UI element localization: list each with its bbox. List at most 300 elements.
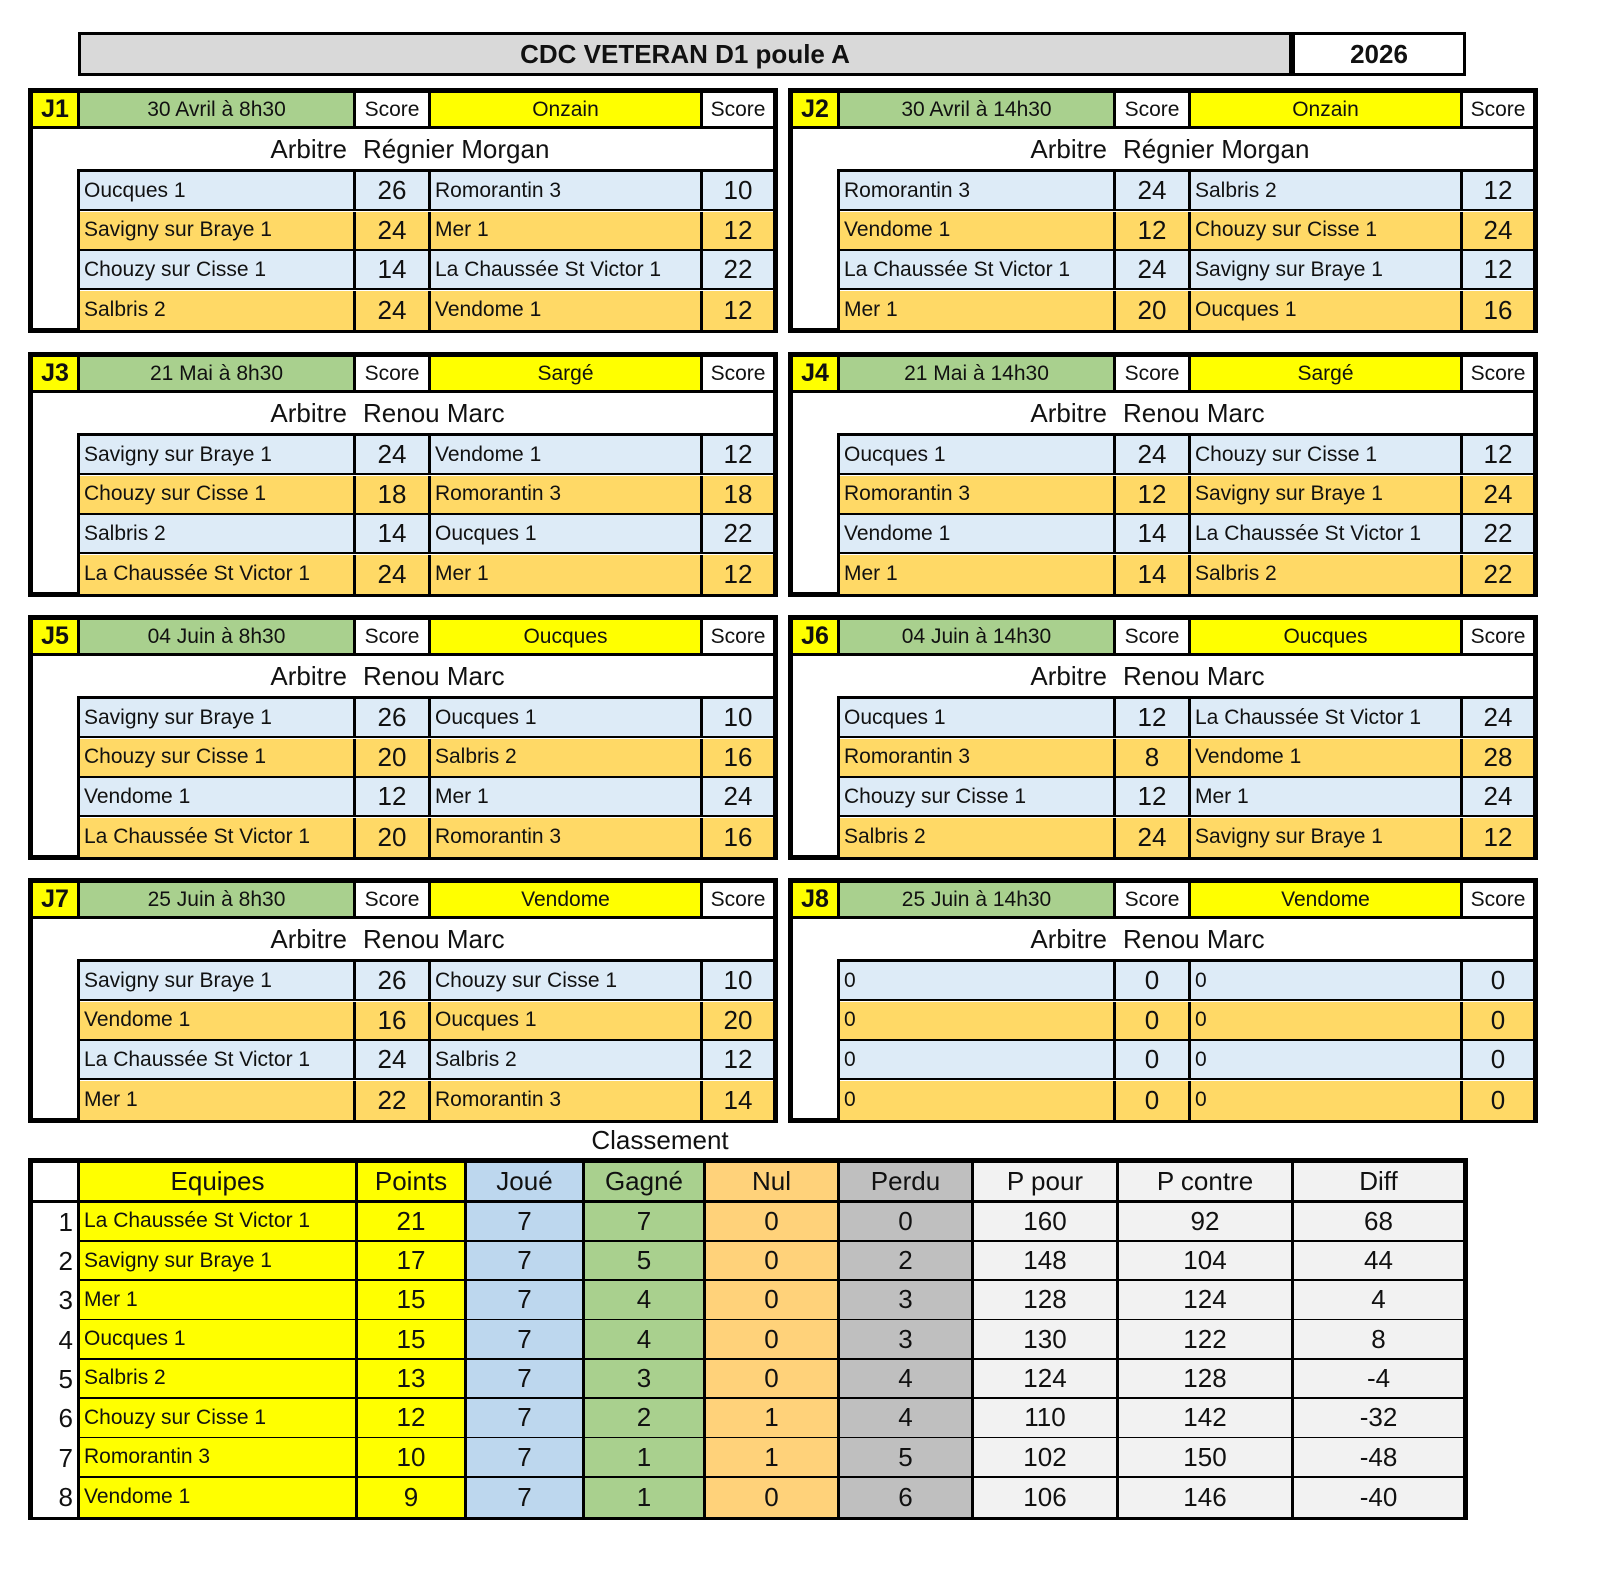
away-team: 0 [1191,1041,1463,1078]
home-team: Salbris 2 [80,291,356,330]
day-panel-j5 [28,615,778,860]
arbitre-line [33,129,773,169]
away-team: Romorantin 3 [431,818,703,857]
column-header: Equipes [80,1163,358,1203]
standings-joue: 7 [467,1320,585,1360]
away-team: Salbris 2 [1191,555,1463,594]
standings-gagne: 5 [585,1242,706,1282]
standings-diff: -40 [1294,1478,1463,1518]
day-venue: Vendome [431,883,703,919]
away-score: 24 [1483,702,1513,732]
standings-row [33,1399,1463,1439]
home-score: 26 [356,699,431,736]
standings-gagne: 2 [585,1399,706,1439]
arbitre-name: Régnier Morgan [1123,133,1310,164]
rank-header [33,1163,80,1203]
standings-joue: 7 [467,1438,585,1478]
home-score: 0 [1116,1041,1191,1078]
standings-pcontre: 150 [1119,1438,1294,1478]
arbitre-line [33,656,773,696]
away-team: Romorantin 3 [431,172,703,209]
day-label: J7 [33,883,80,919]
match-list [77,169,773,328]
rank: 6 [33,1399,80,1439]
match-row [80,962,773,1001]
standings-gagne: 4 [585,1320,706,1360]
column-header: P contre [1119,1163,1294,1203]
column-header: P pour [974,1163,1119,1203]
home-team: 0 [840,1002,1116,1039]
away-team: Vendome 1 [1191,739,1463,776]
score-header: Score [1116,620,1191,656]
match-row [840,436,1533,475]
day-date: 21 Mai à 14h30 [840,357,1116,393]
day-venue: Onzain [431,93,703,129]
score-header: Score [356,357,431,393]
match-row [80,1002,773,1041]
away-team: Savigny sur Braye 1 [1191,818,1463,857]
standings-joue: 7 [467,1399,585,1439]
home-team: Savigny sur Braye 1 [80,962,356,999]
arbitre-line [33,393,773,433]
day-label: J6 [793,620,840,656]
standings-team: Mer 1 [80,1281,358,1321]
away-score: 22 [1483,558,1513,589]
home-team: Vendome 1 [80,778,356,815]
standings-pcontre: 92 [1119,1203,1294,1243]
home-team: La Chaussée St Victor 1 [80,818,356,857]
away-team: La Chaussée St Victor 1 [1191,699,1463,736]
standings-perdu: 0 [840,1203,974,1243]
standings-points: 9 [358,1478,467,1518]
match-row [840,1081,1533,1120]
match-list [837,169,1533,328]
away-score: 22 [723,254,753,284]
standings-perdu: 5 [840,1438,974,1478]
away-team: Savigny sur Braye 1 [1191,476,1463,513]
day-label: J4 [793,357,840,393]
home-team: Vendome 1 [840,212,1116,249]
standings-team: Romorantin 3 [80,1438,358,1478]
match-row [80,739,773,778]
day-label: J5 [33,620,80,656]
standings-ppour: 130 [974,1320,1119,1360]
home-team: Savigny sur Braye 1 [80,436,356,473]
match-row [80,251,773,290]
match-list [77,959,773,1118]
day-date: 25 Juin à 14h30 [840,883,1116,919]
score-header: Score [1116,357,1191,393]
standings-diff: 44 [1294,1242,1463,1282]
standings-joue: 7 [467,1360,585,1400]
away-team: 0 [1191,1081,1463,1120]
standings-pcontre: 104 [1119,1242,1294,1282]
away-score: 0 [1490,965,1506,995]
arbitre-line [793,656,1533,696]
standings-diff: 68 [1294,1203,1463,1243]
home-team: 0 [840,962,1116,999]
away-team: Oucques 1 [431,699,703,736]
arbitre-name: Renou Marc [1123,397,1265,428]
match-row [80,515,773,554]
match-row [80,555,773,594]
standings-perdu: 3 [840,1320,974,1360]
column-header: Nul [706,1163,840,1203]
match-row [80,699,773,738]
away-team: Romorantin 3 [431,476,703,513]
standings-nul: 1 [706,1399,840,1439]
score-header: Score [356,620,431,656]
match-row [840,818,1533,857]
standings-perdu: 3 [840,1281,974,1321]
home-score: 20 [356,739,431,776]
away-score: 12 [723,558,753,589]
match-row [840,1002,1533,1041]
day-label: J2 [793,93,840,129]
day-panel-j7 [28,878,778,1123]
rank: 5 [33,1360,80,1400]
standings-gagne: 3 [585,1360,706,1400]
standings-pcontre: 142 [1119,1399,1294,1439]
standings-diff: -4 [1294,1360,1463,1400]
home-score: 14 [1116,555,1191,594]
day-venue: Vendome [1191,883,1463,919]
away-score: 12 [1483,175,1513,205]
standings-perdu: 2 [840,1242,974,1282]
match-row [840,555,1533,594]
rank: 4 [33,1320,80,1360]
standings-points: 12 [358,1399,467,1439]
arbitre-label: Arbitre [1030,660,1107,691]
standings-row [33,1438,1463,1478]
arbitre-label: Arbitre [270,133,347,164]
column-header: Diff [1294,1163,1463,1203]
home-score: 14 [1116,515,1191,552]
home-team: Salbris 2 [840,818,1116,857]
standings-ppour: 148 [974,1242,1119,1282]
standings-team: Vendome 1 [80,1478,358,1518]
away-score: 10 [723,702,753,732]
standings-team: La Chaussée St Victor 1 [80,1203,358,1243]
home-score: 24 [356,291,431,330]
day-date: 21 Mai à 8h30 [80,357,356,393]
standings-row [33,1281,1463,1321]
day-date: 30 Avril à 8h30 [80,93,356,129]
arbitre-name: Renou Marc [363,660,505,691]
away-team: Chouzy sur Cisse 1 [1191,436,1463,473]
score-header: Score [1463,620,1533,656]
arbitre-line [793,919,1533,959]
home-score: 24 [1116,172,1191,209]
match-row [840,515,1533,554]
away-team: Romorantin 3 [431,1081,703,1120]
arbitre-label: Arbitre [1030,133,1107,164]
home-score: 24 [356,212,431,249]
away-score: 24 [723,781,753,811]
home-team: Salbris 2 [80,515,356,552]
standings-row [33,1478,1463,1518]
away-score: 16 [1483,294,1513,325]
away-score: 12 [1483,439,1513,469]
home-team: Chouzy sur Cisse 1 [80,739,356,776]
arbitre-label: Arbitre [270,923,347,954]
home-score: 8 [1116,739,1191,776]
rank: 8 [33,1478,80,1518]
score-header: Score [1463,883,1533,919]
standings-perdu: 4 [840,1399,974,1439]
home-score: 14 [356,251,431,288]
home-team: Oucques 1 [840,699,1116,736]
standings-gagne: 1 [585,1478,706,1518]
away-team: Salbris 2 [1191,172,1463,209]
home-score: 12 [1116,476,1191,513]
away-team: Mer 1 [431,212,703,249]
home-team: Oucques 1 [840,436,1116,473]
standings-points: 17 [358,1242,467,1282]
home-team: Mer 1 [840,555,1116,594]
score-header: Score [703,357,773,393]
home-score: 20 [356,818,431,857]
standings-nul: 0 [706,1360,840,1400]
away-score: 24 [1483,478,1513,509]
home-team: Oucques 1 [80,172,356,209]
arbitre-line [793,129,1533,169]
home-score: 0 [1116,1002,1191,1039]
standings-ppour: 102 [974,1438,1119,1478]
classement-title: Classement [591,1125,729,1155]
match-row [840,1041,1533,1080]
standings-team: Salbris 2 [80,1360,358,1400]
day-date: 04 Juin à 14h30 [840,620,1116,656]
day-panel-j1 [28,88,778,333]
day-date: 25 Juin à 8h30 [80,883,356,919]
home-score: 14 [356,515,431,552]
standings-nul: 0 [706,1320,840,1360]
away-score: 12 [1483,821,1513,852]
day-venue: Oucques [431,620,703,656]
away-score: 0 [1490,1044,1506,1074]
home-score: 26 [356,172,431,209]
home-team: Vendome 1 [840,515,1116,552]
standings-perdu: 6 [840,1478,974,1518]
standings-pcontre: 124 [1119,1281,1294,1321]
column-header: Gagné [585,1163,706,1203]
away-score: 12 [723,439,753,469]
arbitre-line [793,393,1533,433]
year-box: 2026 [1292,32,1466,76]
standings-ppour: 124 [974,1360,1119,1400]
standings-team: Oucques 1 [80,1320,358,1360]
page-title: CDC VETERAN D1 poule A [78,32,1292,76]
arbitre-line [33,919,773,959]
away-team: Savigny sur Braye 1 [1191,251,1463,288]
home-team: Chouzy sur Cisse 1 [80,251,356,288]
score-header: Score [703,883,773,919]
away-score: 22 [723,518,753,548]
home-score: 12 [356,778,431,815]
standings-points: 15 [358,1281,467,1321]
arbitre-label: Arbitre [270,397,347,428]
standings-pcontre: 122 [1119,1320,1294,1360]
arbitre-label: Arbitre [1030,923,1107,954]
day-venue: Sargé [1191,357,1463,393]
arbitre-name: Renou Marc [1123,660,1265,691]
day-panel-j2 [788,88,1538,333]
standings-team: Chouzy sur Cisse 1 [80,1399,358,1439]
home-score: 12 [1116,212,1191,249]
away-score: 20 [723,1004,753,1035]
away-team: Salbris 2 [431,739,703,776]
standings-points: 21 [358,1203,467,1243]
match-row [80,172,773,211]
away-score: 16 [723,741,753,772]
column-header: Points [358,1163,467,1203]
away-team: 0 [1191,962,1463,999]
rank: 1 [33,1203,80,1243]
day-panel-j8 [788,878,1538,1123]
match-row [840,739,1533,778]
home-team: La Chaussée St Victor 1 [840,251,1116,288]
home-score: 24 [1116,818,1191,857]
home-score: 24 [356,555,431,594]
day-label: J8 [793,883,840,919]
day-date: 30 Avril à 14h30 [840,93,1116,129]
home-team: Romorantin 3 [840,739,1116,776]
match-row [840,251,1533,290]
home-team: Mer 1 [80,1081,356,1120]
standings-diff: -48 [1294,1438,1463,1478]
match-row [80,291,773,330]
home-score: 0 [1116,1081,1191,1120]
match-row [840,291,1533,330]
score-header: Score [1116,883,1191,919]
away-score: 0 [1490,1084,1506,1115]
score-header: Score [1463,357,1533,393]
away-team: Oucques 1 [431,515,703,552]
score-header: Score [703,93,773,129]
day-venue: Oucques [1191,620,1463,656]
arbitre-label: Arbitre [1030,397,1107,428]
away-team: Vendome 1 [431,436,703,473]
away-team: La Chaussée St Victor 1 [431,251,703,288]
match-row [80,212,773,251]
arbitre-name: Renou Marc [363,923,505,954]
away-score: 28 [1483,741,1513,772]
away-score: 10 [723,175,753,205]
day-label: J1 [33,93,80,129]
home-score: 26 [356,962,431,999]
away-score: 0 [1490,1004,1506,1035]
standings-table [28,1158,1468,1520]
home-team: Chouzy sur Cisse 1 [80,476,356,513]
away-score: 12 [1483,254,1513,284]
day-panel-j4 [788,352,1538,597]
away-score: 22 [1483,518,1513,548]
away-team: Oucques 1 [1191,291,1463,330]
column-header: Joué [467,1163,585,1203]
home-score: 0 [1116,962,1191,999]
standings-joue: 7 [467,1203,585,1243]
arbitre-name: Régnier Morgan [363,133,550,164]
standings-joue: 7 [467,1281,585,1321]
standings-diff: 4 [1294,1281,1463,1321]
away-score: 14 [723,1084,753,1115]
standings-nul: 0 [706,1281,840,1321]
away-team: Vendome 1 [431,291,703,330]
away-team: Oucques 1 [431,1002,703,1039]
standings-nul: 0 [706,1478,840,1518]
standings-diff: -32 [1294,1399,1463,1439]
match-list [837,696,1533,855]
home-score: 24 [356,436,431,473]
home-team: Romorantin 3 [840,476,1116,513]
match-row [80,778,773,817]
standings-pcontre: 128 [1119,1360,1294,1400]
match-row [80,1081,773,1120]
day-venue: Onzain [1191,93,1463,129]
match-row [840,476,1533,515]
away-score: 24 [1483,781,1513,811]
away-score: 12 [723,294,753,325]
standings-ppour: 106 [974,1478,1119,1518]
home-score: 20 [1116,291,1191,330]
away-team: 0 [1191,1002,1463,1039]
match-row [80,818,773,857]
standings-gagne: 7 [585,1203,706,1243]
home-score: 18 [356,476,431,513]
home-team: Mer 1 [840,291,1116,330]
away-team: Chouzy sur Cisse 1 [1191,212,1463,249]
standings-joue: 7 [467,1478,585,1518]
standings-points: 13 [358,1360,467,1400]
day-label: J3 [33,357,80,393]
home-team: 0 [840,1081,1116,1120]
home-team: Romorantin 3 [840,172,1116,209]
away-score: 12 [723,214,753,245]
away-score: 12 [723,1044,753,1074]
match-list [837,959,1533,1118]
arbitre-name: Renou Marc [1123,923,1265,954]
away-team: Mer 1 [431,778,703,815]
match-row [840,212,1533,251]
rank: 3 [33,1281,80,1321]
match-row [840,699,1533,738]
away-team: Mer 1 [1191,778,1463,815]
arbitre-label: Arbitre [270,660,347,691]
away-team: Mer 1 [431,555,703,594]
arbitre-name: Renou Marc [363,397,505,428]
home-score: 16 [356,1002,431,1039]
away-team: La Chaussée St Victor 1 [1191,515,1463,552]
home-team: Chouzy sur Cisse 1 [840,778,1116,815]
score-header: Score [356,883,431,919]
home-score: 12 [1116,778,1191,815]
score-header: Score [703,620,773,656]
match-row [80,476,773,515]
away-score: 18 [723,478,753,509]
standings-joue: 7 [467,1242,585,1282]
standings-row [33,1320,1463,1360]
home-team: 0 [840,1041,1116,1078]
day-panel-j3 [28,352,778,597]
standings-points: 10 [358,1438,467,1478]
standings-nul: 1 [706,1438,840,1478]
match-row [840,962,1533,1001]
rank: 7 [33,1438,80,1478]
standings-header-row [33,1163,1463,1203]
home-team: La Chaussée St Victor 1 [80,555,356,594]
home-score: 22 [356,1081,431,1120]
